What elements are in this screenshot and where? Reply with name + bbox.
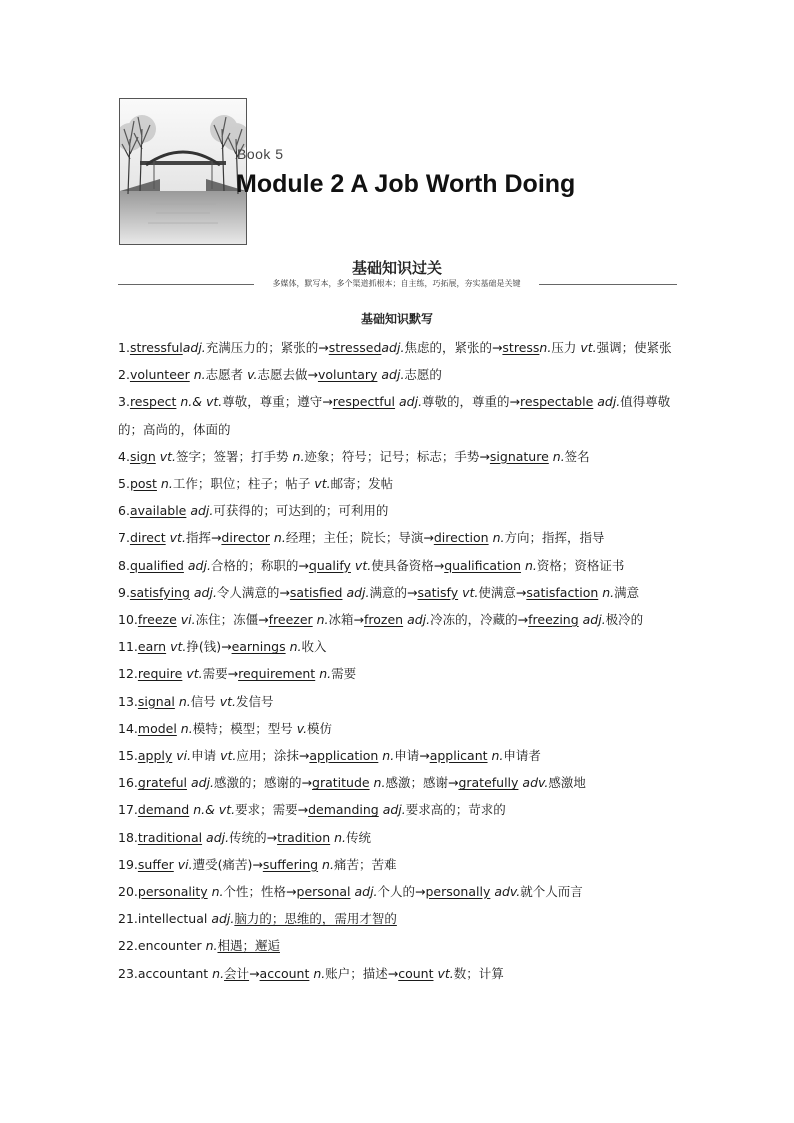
part-of-speech: n. bbox=[315, 666, 332, 682]
answer-word: stressful bbox=[129, 340, 183, 355]
entry-text: 发信号 bbox=[236, 693, 274, 709]
answer-word: signal bbox=[137, 693, 175, 709]
entry-text: 就个人而言 bbox=[520, 884, 583, 900]
answer-word: freezer bbox=[268, 612, 313, 628]
entry-text: 要求高的；苛求的 bbox=[405, 802, 506, 818]
entry-text: 申请 bbox=[191, 748, 221, 764]
entry-text: 方向；指挥，指导 bbox=[504, 530, 605, 546]
entry-text: 感激；感谢→ bbox=[385, 775, 459, 791]
entry-text: 合格的；称职的→ bbox=[210, 557, 309, 573]
part-of-speech: n. bbox=[207, 884, 224, 900]
part-of-speech: n. bbox=[292, 448, 305, 464]
vocab-entry-13 bbox=[118, 688, 680, 715]
part-of-speech: vt. bbox=[166, 639, 187, 655]
part-of-speech: adv. bbox=[490, 884, 521, 900]
entry-text: 要求；需要→ bbox=[235, 802, 309, 818]
entry-text: 1. bbox=[118, 340, 130, 355]
part-of-speech: n.& vt. bbox=[176, 394, 223, 410]
entry-text: 焦虑的，紧张的→ bbox=[404, 340, 503, 355]
entry-text: 19. bbox=[118, 856, 138, 872]
entry-text: 20. bbox=[118, 884, 138, 900]
part-of-speech: vt. bbox=[165, 530, 186, 546]
answer-word: satisfied bbox=[289, 584, 343, 600]
part-of-speech: vt. bbox=[220, 748, 237, 764]
part-of-speech: n. bbox=[176, 720, 193, 736]
entry-text: 资格；资格证书 bbox=[536, 557, 625, 573]
answer-word: application bbox=[309, 748, 379, 764]
part-of-speech: adj. bbox=[182, 340, 206, 355]
entry-text: 使具备资格→ bbox=[371, 557, 445, 573]
answer-word: volunteer bbox=[129, 367, 190, 383]
answer-word: demand bbox=[137, 802, 190, 818]
section-tagline: 多媒体，默写本，多个渠道抓根本；自主练，巧拓展，夯实基础是关键 bbox=[272, 279, 521, 288]
answer-word: tradition bbox=[277, 829, 331, 845]
entry-text: 充满压力的；紧张的→ bbox=[205, 340, 329, 355]
entry-text: 10. bbox=[118, 612, 138, 628]
entry-text: 感激地 bbox=[548, 775, 586, 791]
part-of-speech: adj. bbox=[350, 884, 378, 900]
answer-word: qualified bbox=[129, 557, 184, 573]
entry-text: 12. bbox=[118, 666, 138, 682]
entry-text: 挣(钱)→ bbox=[186, 639, 232, 655]
vocab-entry-9 bbox=[118, 579, 680, 606]
answer-word: requirement bbox=[238, 666, 316, 682]
answer-word: 会计 bbox=[224, 965, 250, 981]
answer-word: gratitude bbox=[312, 775, 370, 791]
vocab-entry-7 bbox=[118, 524, 680, 551]
vocabulary-list bbox=[118, 334, 680, 987]
part-of-speech: n. bbox=[539, 340, 552, 355]
part-of-speech: n. bbox=[212, 965, 225, 981]
entry-text: 志愿去做→ bbox=[257, 367, 318, 383]
part-of-speech: n. bbox=[548, 448, 565, 464]
answer-word: model bbox=[137, 720, 177, 736]
answer-word: personal bbox=[296, 884, 351, 900]
entry-text: 满意的→ bbox=[369, 584, 418, 600]
answer-word: satisfy bbox=[417, 584, 459, 600]
part-of-speech: vt. bbox=[155, 448, 177, 464]
part-of-speech: adj. bbox=[183, 557, 211, 573]
part-of-speech: n. bbox=[189, 367, 206, 383]
part-of-speech: adj. bbox=[381, 340, 405, 355]
part-of-speech: vt. bbox=[182, 666, 203, 682]
entry-text: 工作；职位；柱子；帖子 bbox=[172, 476, 315, 492]
answer-word: satisfaction bbox=[526, 584, 599, 600]
entry-text: 冻住；冻僵→ bbox=[195, 612, 269, 628]
entry-text: 11. bbox=[118, 639, 138, 655]
entry-text: 模仿 bbox=[307, 720, 333, 736]
entry-text: 需要 bbox=[331, 666, 357, 682]
part-of-speech: adj. bbox=[403, 612, 431, 628]
answer-word: satisfying bbox=[129, 584, 190, 600]
answer-word: demanding bbox=[308, 802, 379, 818]
vocab-entry-18 bbox=[118, 824, 680, 851]
part-of-speech: n. bbox=[378, 748, 395, 764]
entry-text: 17. bbox=[118, 802, 138, 818]
subsection-title: 基础知识默写 bbox=[360, 312, 433, 326]
part-of-speech: n. bbox=[488, 530, 505, 546]
entry-text: 志愿的 bbox=[404, 367, 442, 383]
answer-word: post bbox=[129, 476, 157, 492]
part-of-speech: vt. bbox=[219, 693, 237, 709]
answer-word: suffer bbox=[137, 856, 174, 872]
entry-text: 志愿者 bbox=[205, 367, 248, 383]
entry-text: 收入 bbox=[301, 639, 327, 655]
answer-word: 相遇；邂逅 bbox=[217, 938, 280, 954]
vocab-entry-5 bbox=[118, 470, 680, 497]
entry-text: 7. bbox=[118, 530, 130, 546]
entry-text: 4. bbox=[118, 448, 130, 464]
entry-text: 尊敬的，尊重的→ bbox=[422, 394, 521, 410]
answer-word: sign bbox=[129, 448, 156, 464]
part-of-speech: n. bbox=[285, 639, 302, 655]
part-of-speech: adj. bbox=[189, 584, 217, 600]
entry-text: 经理；主任；院长；导演→ bbox=[285, 530, 434, 546]
part-of-speech: n. bbox=[330, 829, 347, 845]
answer-word: direct bbox=[129, 530, 166, 546]
part-of-speech: n. bbox=[269, 530, 286, 546]
answer-word: signature bbox=[489, 448, 549, 464]
answer-word: count bbox=[398, 965, 434, 981]
vocab-entry-17 bbox=[118, 796, 680, 823]
entry-text: 强调；使紧张 bbox=[596, 340, 672, 355]
answer-word: stressed bbox=[328, 340, 382, 355]
entry-text: 23.accountant bbox=[118, 965, 213, 981]
part-of-speech: vi. bbox=[172, 748, 192, 764]
entry-text: 极冷的 bbox=[605, 612, 644, 628]
part-of-speech: vt. bbox=[350, 557, 372, 573]
answer-word: director bbox=[221, 530, 270, 546]
answer-word: applicant bbox=[429, 748, 488, 764]
vocab-entry-11 bbox=[118, 633, 680, 660]
part-of-speech: adj. bbox=[211, 911, 235, 927]
entry-text: 个人的→ bbox=[377, 884, 426, 900]
answer-word: qualify bbox=[308, 557, 351, 573]
vocab-entry-6 bbox=[118, 497, 680, 524]
vocab-entry-21 bbox=[118, 905, 680, 932]
part-of-speech: adj. bbox=[342, 584, 370, 600]
answer-word: personality bbox=[137, 884, 208, 900]
part-of-speech: n. bbox=[318, 856, 334, 872]
entry-text: 3. bbox=[118, 394, 130, 410]
entry-text: 签名 bbox=[564, 448, 590, 464]
part-of-speech: adj. bbox=[186, 503, 214, 519]
part-of-speech: n. bbox=[174, 693, 191, 709]
vocab-entry-12 bbox=[118, 660, 680, 687]
part-of-speech: n. bbox=[156, 476, 173, 492]
answer-word: account bbox=[259, 965, 310, 981]
answer-word: freeze bbox=[137, 612, 177, 628]
answer-word: grateful bbox=[137, 775, 188, 791]
entry-text: 尊敬，尊重；遵守→ bbox=[222, 394, 333, 410]
entry-text: 使满意→ bbox=[478, 584, 527, 600]
answer-word: respect bbox=[129, 394, 177, 410]
entry-text: 令人满意的→ bbox=[216, 584, 290, 600]
part-of-speech: n. bbox=[369, 775, 386, 791]
entry-text: 冰箱→ bbox=[328, 612, 365, 628]
section-title: 基础知识过关 bbox=[351, 259, 442, 277]
entry-text: 信号 bbox=[190, 693, 220, 709]
answer-word: direction bbox=[433, 530, 489, 546]
part-of-speech: v. bbox=[296, 720, 308, 736]
entry-text: 可获得的；可达到的；可利用的 bbox=[213, 503, 389, 519]
entry-text: 申请者 bbox=[503, 748, 541, 764]
part-of-speech: adj. bbox=[187, 775, 215, 791]
vocab-entry-4 bbox=[118, 443, 680, 470]
entry-text: 16. bbox=[118, 775, 138, 791]
answer-word: 脑力的；思维的，需用才智的 bbox=[234, 911, 397, 927]
answer-word: freezing bbox=[528, 612, 579, 628]
entry-text: 22.encounter bbox=[118, 938, 206, 954]
entry-text: 2. bbox=[118, 367, 130, 383]
part-of-speech: vt. bbox=[458, 584, 479, 600]
answer-word: respectable bbox=[520, 394, 594, 410]
module-title: Module 2 A Job Worth Doing bbox=[236, 170, 576, 198]
vocab-entry-19 bbox=[118, 851, 680, 878]
part-of-speech: n. bbox=[598, 584, 615, 600]
bridge-canal-image bbox=[120, 99, 246, 244]
part-of-speech: v. bbox=[247, 367, 258, 383]
part-of-speech: n. bbox=[487, 748, 504, 764]
vocab-entry-1 bbox=[118, 334, 680, 361]
entry-text: 21.intellectual bbox=[118, 911, 212, 927]
entry-text: 传统 bbox=[346, 829, 372, 845]
entry-text: 6. bbox=[118, 503, 130, 519]
answer-word: apply bbox=[137, 748, 173, 764]
entry-text: 值得尊敬的；高尚的，体面的 bbox=[118, 394, 671, 437]
entry-text: 迹象；符号；记号；标志；手势→ bbox=[304, 448, 490, 464]
answer-word: earnings bbox=[231, 639, 286, 655]
entry-text: → bbox=[249, 965, 260, 981]
part-of-speech: adj. bbox=[202, 829, 230, 845]
entry-text: 压力 bbox=[551, 340, 581, 355]
part-of-speech: adv. bbox=[518, 775, 549, 791]
answer-word: frozen bbox=[364, 612, 404, 628]
answer-word: available bbox=[129, 503, 187, 519]
answer-word: traditional bbox=[137, 829, 203, 845]
answer-word: qualification bbox=[444, 557, 522, 573]
vocab-entry-10 bbox=[118, 606, 680, 633]
vocab-entry-20 bbox=[118, 878, 680, 905]
entry-text: 满意 bbox=[614, 584, 640, 600]
entry-text: 模特；模型；型号 bbox=[192, 720, 297, 736]
part-of-speech: n. bbox=[521, 557, 537, 573]
part-of-speech: vi. bbox=[173, 856, 193, 872]
part-of-speech: n. bbox=[205, 938, 218, 954]
part-of-speech: vt. bbox=[314, 476, 331, 492]
entry-text: 指挥→ bbox=[185, 530, 222, 546]
entry-text: 应用；涂抹→ bbox=[236, 748, 310, 764]
entry-text: 签字；签署；打手势 bbox=[176, 448, 293, 464]
part-of-speech: adj. bbox=[377, 367, 405, 383]
entry-text: 18. bbox=[118, 829, 138, 845]
answer-word: voluntary bbox=[317, 367, 378, 383]
part-of-speech: n. bbox=[312, 612, 329, 628]
vocab-entry-15 bbox=[118, 742, 680, 769]
vocab-entry-22 bbox=[118, 932, 680, 959]
vocab-entry-23 bbox=[118, 960, 680, 987]
part-of-speech: adj. bbox=[593, 394, 621, 410]
entry-text: 数；计算 bbox=[453, 965, 504, 981]
book-label: Book 5 bbox=[237, 146, 284, 162]
vocab-entry-8 bbox=[118, 552, 680, 579]
answer-word: stress bbox=[502, 340, 540, 355]
vocab-entry-16 bbox=[118, 769, 680, 796]
entry-text: 传统的→ bbox=[229, 829, 278, 845]
answer-word: respectful bbox=[332, 394, 396, 410]
entry-text: 需要→ bbox=[202, 666, 239, 682]
answer-word: earn bbox=[137, 639, 167, 655]
divider-left bbox=[118, 284, 254, 285]
entry-text: 13. bbox=[118, 693, 138, 709]
part-of-speech: n.& vt. bbox=[189, 802, 236, 818]
entry-text: 邮寄；发帖 bbox=[330, 476, 394, 492]
answer-word: gratefully bbox=[458, 775, 519, 791]
entry-text: 14. bbox=[118, 720, 138, 736]
entry-text: 遭受(痛苦)→ bbox=[192, 856, 263, 872]
vocab-entry-2 bbox=[118, 361, 680, 388]
part-of-speech: vi. bbox=[176, 612, 196, 628]
entry-text: 9. bbox=[118, 584, 130, 600]
part-of-speech: adj. bbox=[578, 612, 606, 628]
part-of-speech: adj. bbox=[378, 802, 406, 818]
entry-text: 账户；描述→ bbox=[325, 965, 399, 981]
vocab-entry-3 bbox=[118, 388, 680, 442]
cover-photo-bridge bbox=[119, 98, 247, 245]
answer-word: suffering bbox=[262, 856, 319, 872]
entry-text: 感激的；感谢的→ bbox=[214, 775, 313, 791]
entry-text: 冷冻的，冷藏的→ bbox=[430, 612, 529, 628]
answer-word: require bbox=[137, 666, 183, 682]
divider-right bbox=[539, 284, 677, 285]
entry-text: 个性；性格→ bbox=[223, 884, 297, 900]
entry-text: 5. bbox=[118, 476, 130, 492]
entry-text: 8. bbox=[118, 557, 130, 573]
part-of-speech: vt. bbox=[580, 340, 597, 355]
vocab-entry-14 bbox=[118, 715, 680, 742]
entry-text: 痛苦；苦难 bbox=[333, 856, 397, 872]
entry-text: 15. bbox=[118, 748, 138, 764]
part-of-speech: n. bbox=[309, 965, 326, 981]
part-of-speech: vt. bbox=[433, 965, 454, 981]
answer-word: personally bbox=[425, 884, 491, 900]
part-of-speech: adj. bbox=[395, 394, 423, 410]
entry-text: 申请→ bbox=[394, 748, 430, 764]
